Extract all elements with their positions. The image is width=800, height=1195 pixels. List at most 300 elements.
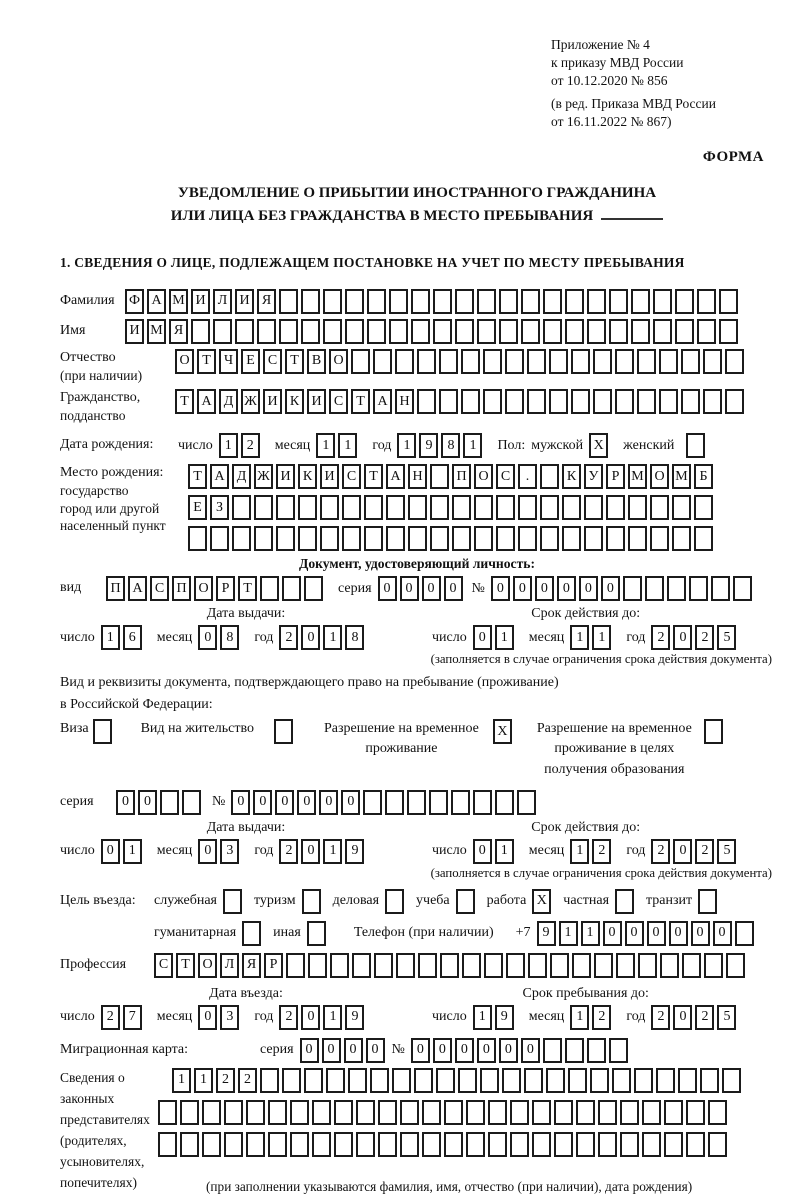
char-box-filled[interactable]: 0 bbox=[378, 576, 397, 601]
char-box-filled[interactable]: 2 bbox=[651, 1005, 670, 1030]
char-box-filled[interactable]: 9 bbox=[495, 1005, 514, 1030]
char-box-empty[interactable] bbox=[392, 1068, 411, 1093]
char-box-empty[interactable] bbox=[301, 319, 320, 344]
char-box-filled[interactable]: 0 bbox=[116, 790, 135, 815]
char-box-filled[interactable]: 2 bbox=[238, 1068, 257, 1093]
char-box-filled[interactable]: Т bbox=[351, 389, 370, 414]
char-box-empty[interactable] bbox=[430, 464, 449, 489]
char-box-filled[interactable]: И bbox=[276, 464, 295, 489]
char-box-empty[interactable] bbox=[653, 289, 672, 314]
char-box-empty[interactable] bbox=[527, 389, 546, 414]
char-box-empty[interactable] bbox=[356, 1132, 375, 1157]
char-box-filled[interactable]: О bbox=[650, 464, 669, 489]
char-box-empty[interactable] bbox=[572, 953, 591, 978]
char-box-filled[interactable]: И bbox=[125, 319, 144, 344]
char-box-empty[interactable] bbox=[681, 349, 700, 374]
char-box-empty[interactable] bbox=[473, 790, 492, 815]
char-box-empty[interactable] bbox=[735, 921, 754, 946]
char-box-empty[interactable] bbox=[615, 349, 634, 374]
char-box-empty[interactable] bbox=[488, 1132, 507, 1157]
char-box-filled[interactable]: 2 bbox=[592, 839, 611, 864]
char-box-filled[interactable]: И bbox=[235, 289, 254, 314]
checkbox-checked[interactable]: X bbox=[532, 889, 551, 914]
char-box-filled[interactable]: 2 bbox=[279, 625, 298, 650]
char-box-filled[interactable]: Т bbox=[176, 953, 195, 978]
char-box-empty[interactable] bbox=[455, 319, 474, 344]
char-box-empty[interactable] bbox=[182, 790, 201, 815]
char-box-filled[interactable]: Р bbox=[606, 464, 625, 489]
char-box-empty[interactable] bbox=[562, 495, 581, 520]
char-box-empty[interactable] bbox=[664, 1100, 683, 1125]
char-box-empty[interactable] bbox=[180, 1132, 199, 1157]
char-box-empty[interactable] bbox=[637, 389, 656, 414]
char-box-empty[interactable] bbox=[235, 319, 254, 344]
char-box-empty[interactable] bbox=[418, 953, 437, 978]
char-box-filled[interactable]: 1 bbox=[592, 625, 611, 650]
char-box-filled[interactable]: 1 bbox=[581, 921, 600, 946]
char-box-filled[interactable]: Т bbox=[285, 349, 304, 374]
char-box-empty[interactable] bbox=[213, 319, 232, 344]
char-box-empty[interactable] bbox=[650, 526, 669, 551]
char-box-empty[interactable] bbox=[345, 319, 364, 344]
char-box-empty[interactable] bbox=[694, 495, 713, 520]
char-box-empty[interactable] bbox=[543, 1038, 562, 1063]
char-box-empty[interactable] bbox=[232, 495, 251, 520]
char-box-filled[interactable]: К bbox=[562, 464, 581, 489]
char-box-filled[interactable]: С bbox=[263, 349, 282, 374]
char-box-filled[interactable]: Т bbox=[188, 464, 207, 489]
char-box-filled[interactable]: 8 bbox=[220, 625, 239, 650]
char-box-filled[interactable]: 0 bbox=[473, 625, 492, 650]
char-box-filled[interactable]: 1 bbox=[219, 433, 238, 458]
char-box-empty[interactable] bbox=[395, 349, 414, 374]
char-box-empty[interactable] bbox=[609, 319, 628, 344]
char-box-filled[interactable]: 2 bbox=[651, 625, 670, 650]
char-box-empty[interactable] bbox=[672, 526, 691, 551]
char-box-filled[interactable]: П bbox=[452, 464, 471, 489]
char-box-filled[interactable]: 0 bbox=[366, 1038, 385, 1063]
char-box-empty[interactable] bbox=[232, 526, 251, 551]
char-box-filled[interactable]: 0 bbox=[579, 576, 598, 601]
char-box-empty[interactable] bbox=[417, 389, 436, 414]
char-box-empty[interactable] bbox=[422, 1132, 441, 1157]
char-box-empty[interactable] bbox=[645, 576, 664, 601]
char-box-empty[interactable] bbox=[279, 289, 298, 314]
char-box-filled[interactable]: 0 bbox=[673, 625, 692, 650]
char-box-empty[interactable] bbox=[477, 319, 496, 344]
char-box-empty[interactable] bbox=[474, 526, 493, 551]
char-box-filled[interactable]: 2 bbox=[279, 839, 298, 864]
char-box-empty[interactable] bbox=[725, 389, 744, 414]
char-box-filled[interactable]: Т bbox=[175, 389, 194, 414]
char-box-filled[interactable]: 0 bbox=[400, 576, 419, 601]
char-box-empty[interactable] bbox=[352, 953, 371, 978]
char-box-empty[interactable] bbox=[623, 576, 642, 601]
char-box-filled[interactable]: В bbox=[307, 349, 326, 374]
char-box-filled[interactable]: Б bbox=[694, 464, 713, 489]
char-box-empty[interactable] bbox=[587, 289, 606, 314]
char-box-empty[interactable] bbox=[540, 495, 559, 520]
char-box-empty[interactable] bbox=[439, 389, 458, 414]
char-box-filled[interactable]: Ж bbox=[241, 389, 260, 414]
char-box-empty[interactable] bbox=[276, 526, 295, 551]
char-box-empty[interactable] bbox=[268, 1132, 287, 1157]
char-box-filled[interactable]: 9 bbox=[345, 1005, 364, 1030]
char-box-empty[interactable] bbox=[488, 1100, 507, 1125]
char-box-filled[interactable]: 1 bbox=[570, 1005, 589, 1030]
char-box-empty[interactable] bbox=[462, 953, 481, 978]
char-box-filled[interactable]: 0 bbox=[444, 576, 463, 601]
char-box-empty[interactable] bbox=[726, 953, 745, 978]
char-box-empty[interactable] bbox=[505, 389, 524, 414]
char-box-filled[interactable]: З bbox=[210, 495, 229, 520]
char-box-filled[interactable]: 0 bbox=[691, 921, 710, 946]
checkbox-unchecked[interactable] bbox=[93, 719, 112, 744]
char-box-empty[interactable] bbox=[158, 1132, 177, 1157]
char-box-empty[interactable] bbox=[528, 953, 547, 978]
char-box-empty[interactable] bbox=[268, 1100, 287, 1125]
char-box-empty[interactable] bbox=[408, 526, 427, 551]
char-box-empty[interactable] bbox=[455, 289, 474, 314]
char-box-empty[interactable] bbox=[682, 953, 701, 978]
char-box-filled[interactable]: С bbox=[329, 389, 348, 414]
char-box-empty[interactable] bbox=[276, 495, 295, 520]
char-box-filled[interactable]: 0 bbox=[557, 576, 576, 601]
char-box-filled[interactable]: 1 bbox=[316, 433, 335, 458]
char-box-empty[interactable] bbox=[334, 1132, 353, 1157]
char-box-empty[interactable] bbox=[430, 526, 449, 551]
char-box-empty[interactable] bbox=[389, 319, 408, 344]
char-box-filled[interactable]: Р bbox=[264, 953, 283, 978]
char-box-filled[interactable]: 1 bbox=[338, 433, 357, 458]
char-box-filled[interactable]: 0 bbox=[341, 790, 360, 815]
char-box-empty[interactable] bbox=[590, 1068, 609, 1093]
char-box-empty[interactable] bbox=[430, 495, 449, 520]
char-box-empty[interactable] bbox=[708, 1132, 727, 1157]
char-box-empty[interactable] bbox=[224, 1100, 243, 1125]
char-box-empty[interactable] bbox=[496, 495, 515, 520]
char-box-filled[interactable]: 6 bbox=[123, 625, 142, 650]
char-box-filled[interactable]: О bbox=[194, 576, 213, 601]
char-box-filled[interactable]: 2 bbox=[695, 839, 714, 864]
char-box-filled[interactable]: 1 bbox=[473, 1005, 492, 1030]
char-box-empty[interactable] bbox=[466, 1132, 485, 1157]
char-box-filled[interactable]: 5 bbox=[717, 839, 736, 864]
char-box-empty[interactable] bbox=[664, 1132, 683, 1157]
checkbox-unchecked[interactable] bbox=[698, 889, 717, 914]
char-box-filled[interactable]: 2 bbox=[695, 625, 714, 650]
char-box-empty[interactable] bbox=[521, 319, 540, 344]
char-box-filled[interactable]: 9 bbox=[537, 921, 556, 946]
char-box-empty[interactable] bbox=[708, 1100, 727, 1125]
char-box-filled[interactable]: М bbox=[147, 319, 166, 344]
checkbox-unchecked[interactable] bbox=[274, 719, 293, 744]
checkbox-unchecked[interactable] bbox=[456, 889, 475, 914]
char-box-filled[interactable]: 0 bbox=[301, 625, 320, 650]
char-box-filled[interactable]: 0 bbox=[344, 1038, 363, 1063]
char-box-filled[interactable]: 2 bbox=[592, 1005, 611, 1030]
char-box-empty[interactable] bbox=[374, 953, 393, 978]
char-box-empty[interactable] bbox=[697, 319, 716, 344]
char-box-filled[interactable]: 0 bbox=[101, 839, 120, 864]
char-box-empty[interactable] bbox=[407, 790, 426, 815]
char-box-empty[interactable] bbox=[609, 289, 628, 314]
char-box-empty[interactable] bbox=[524, 1068, 543, 1093]
char-box-filled[interactable]: Ф bbox=[125, 289, 144, 314]
char-box-empty[interactable] bbox=[342, 495, 361, 520]
char-box-filled[interactable]: А bbox=[128, 576, 147, 601]
char-box-filled[interactable]: К bbox=[298, 464, 317, 489]
char-box-empty[interactable] bbox=[697, 289, 716, 314]
char-box-empty[interactable] bbox=[587, 1038, 606, 1063]
char-box-filled[interactable]: 1 bbox=[495, 625, 514, 650]
char-box-filled[interactable]: 0 bbox=[603, 921, 622, 946]
char-box-filled[interactable]: 1 bbox=[495, 839, 514, 864]
char-box-empty[interactable] bbox=[433, 319, 452, 344]
char-box-empty[interactable] bbox=[260, 576, 279, 601]
char-box-filled[interactable]: С bbox=[154, 953, 173, 978]
checkbox-unchecked[interactable] bbox=[223, 889, 242, 914]
char-box-filled[interactable]: Л bbox=[213, 289, 232, 314]
char-box-empty[interactable] bbox=[298, 495, 317, 520]
char-box-empty[interactable] bbox=[477, 289, 496, 314]
char-box-filled[interactable]: 0 bbox=[647, 921, 666, 946]
char-box-filled[interactable]: 1 bbox=[101, 625, 120, 650]
char-box-empty[interactable] bbox=[681, 389, 700, 414]
char-box-filled[interactable]: И bbox=[320, 464, 339, 489]
char-box-empty[interactable] bbox=[367, 319, 386, 344]
char-box-empty[interactable] bbox=[461, 389, 480, 414]
char-box-empty[interactable] bbox=[518, 495, 537, 520]
char-box-filled[interactable]: 1 bbox=[194, 1068, 213, 1093]
char-box-empty[interactable] bbox=[543, 319, 562, 344]
char-box-filled[interactable]: О bbox=[329, 349, 348, 374]
char-box-empty[interactable] bbox=[496, 526, 515, 551]
char-box-empty[interactable] bbox=[686, 1132, 705, 1157]
char-box-filled[interactable]: Д bbox=[219, 389, 238, 414]
char-box-empty[interactable] bbox=[694, 526, 713, 551]
char-box-empty[interactable] bbox=[593, 349, 612, 374]
char-box-empty[interactable] bbox=[385, 790, 404, 815]
char-box-filled[interactable]: 9 bbox=[345, 839, 364, 864]
char-box-empty[interactable] bbox=[594, 953, 613, 978]
char-box-empty[interactable] bbox=[628, 495, 647, 520]
char-box-filled[interactable]: 0 bbox=[322, 1038, 341, 1063]
char-box-empty[interactable] bbox=[598, 1100, 617, 1125]
char-box-empty[interactable] bbox=[711, 576, 730, 601]
checkbox-checked[interactable]: X bbox=[493, 719, 512, 744]
char-box-empty[interactable] bbox=[653, 319, 672, 344]
char-box-empty[interactable] bbox=[367, 289, 386, 314]
char-box-empty[interactable] bbox=[363, 790, 382, 815]
char-box-empty[interactable] bbox=[540, 464, 559, 489]
char-box-empty[interactable] bbox=[527, 349, 546, 374]
char-box-filled[interactable]: М bbox=[169, 289, 188, 314]
char-box-empty[interactable] bbox=[584, 495, 603, 520]
char-box-filled[interactable]: 0 bbox=[411, 1038, 430, 1063]
char-box-empty[interactable] bbox=[704, 953, 723, 978]
char-box-empty[interactable] bbox=[304, 576, 323, 601]
char-box-empty[interactable] bbox=[678, 1068, 697, 1093]
char-box-filled[interactable]: Т bbox=[364, 464, 383, 489]
char-box-filled[interactable]: 0 bbox=[601, 576, 620, 601]
char-box-empty[interactable] bbox=[444, 1100, 463, 1125]
char-box-filled[interactable]: 2 bbox=[695, 1005, 714, 1030]
char-box-empty[interactable] bbox=[609, 1038, 628, 1063]
char-box-empty[interactable] bbox=[414, 1068, 433, 1093]
char-box-filled[interactable]: 0 bbox=[521, 1038, 540, 1063]
char-box-filled[interactable]: Д bbox=[232, 464, 251, 489]
char-box-empty[interactable] bbox=[160, 790, 179, 815]
char-box-empty[interactable] bbox=[373, 349, 392, 374]
char-box-empty[interactable] bbox=[650, 495, 669, 520]
char-box-empty[interactable] bbox=[351, 349, 370, 374]
char-box-empty[interactable] bbox=[202, 1100, 221, 1125]
char-box-empty[interactable] bbox=[722, 1068, 741, 1093]
char-box-filled[interactable]: Н bbox=[408, 464, 427, 489]
char-box-empty[interactable] bbox=[660, 953, 679, 978]
char-box-filled[interactable]: 0 bbox=[491, 576, 510, 601]
char-box-empty[interactable] bbox=[502, 1068, 521, 1093]
char-box-filled[interactable]: И bbox=[263, 389, 282, 414]
char-box-empty[interactable] bbox=[389, 289, 408, 314]
char-box-empty[interactable] bbox=[290, 1132, 309, 1157]
char-box-empty[interactable] bbox=[304, 1068, 323, 1093]
char-box-empty[interactable] bbox=[483, 389, 502, 414]
char-box-empty[interactable] bbox=[484, 953, 503, 978]
char-box-filled[interactable]: 0 bbox=[301, 1005, 320, 1030]
char-box-filled[interactable]: О bbox=[175, 349, 194, 374]
char-box-empty[interactable] bbox=[565, 1038, 584, 1063]
char-box-empty[interactable] bbox=[703, 349, 722, 374]
char-box-filled[interactable]: 1 bbox=[570, 839, 589, 864]
char-box-empty[interactable] bbox=[298, 526, 317, 551]
char-box-filled[interactable]: М bbox=[672, 464, 691, 489]
char-box-empty[interactable] bbox=[224, 1132, 243, 1157]
char-box-filled[interactable]: А bbox=[147, 289, 166, 314]
checkbox-unchecked[interactable] bbox=[307, 921, 326, 946]
char-box-empty[interactable] bbox=[356, 1100, 375, 1125]
char-box-empty[interactable] bbox=[282, 576, 301, 601]
char-box-empty[interactable] bbox=[634, 1068, 653, 1093]
char-box-empty[interactable] bbox=[417, 349, 436, 374]
char-box-filled[interactable]: И bbox=[191, 289, 210, 314]
char-box-filled[interactable]: 1 bbox=[463, 433, 482, 458]
char-box-empty[interactable] bbox=[290, 1100, 309, 1125]
char-box-empty[interactable] bbox=[656, 1068, 675, 1093]
char-box-empty[interactable] bbox=[719, 319, 738, 344]
char-box-filled[interactable]: 0 bbox=[422, 576, 441, 601]
char-box-empty[interactable] bbox=[246, 1132, 265, 1157]
char-box-empty[interactable] bbox=[576, 1100, 595, 1125]
char-box-filled[interactable]: П bbox=[172, 576, 191, 601]
char-box-empty[interactable] bbox=[733, 576, 752, 601]
char-box-empty[interactable] bbox=[286, 953, 305, 978]
char-box-filled[interactable]: Т bbox=[238, 576, 257, 601]
char-box-empty[interactable] bbox=[675, 289, 694, 314]
char-box-empty[interactable] bbox=[312, 1132, 331, 1157]
char-box-filled[interactable]: 1 bbox=[559, 921, 578, 946]
char-box-empty[interactable] bbox=[320, 526, 339, 551]
char-box-empty[interactable] bbox=[672, 495, 691, 520]
char-box-filled[interactable]: Е bbox=[188, 495, 207, 520]
char-box-empty[interactable] bbox=[703, 389, 722, 414]
char-box-empty[interactable] bbox=[659, 389, 678, 414]
char-box-empty[interactable] bbox=[667, 576, 686, 601]
char-box-empty[interactable] bbox=[606, 495, 625, 520]
char-box-empty[interactable] bbox=[180, 1100, 199, 1125]
char-box-empty[interactable] bbox=[345, 289, 364, 314]
char-box-empty[interactable] bbox=[628, 526, 647, 551]
char-box-empty[interactable] bbox=[320, 495, 339, 520]
char-box-empty[interactable] bbox=[686, 1100, 705, 1125]
char-box-empty[interactable] bbox=[386, 526, 405, 551]
char-box-empty[interactable] bbox=[565, 319, 584, 344]
char-box-empty[interactable] bbox=[642, 1100, 661, 1125]
char-box-empty[interactable] bbox=[370, 1068, 389, 1093]
char-box-empty[interactable] bbox=[386, 495, 405, 520]
char-box-filled[interactable]: 1 bbox=[123, 839, 142, 864]
char-box-filled[interactable]: 0 bbox=[673, 839, 692, 864]
char-box-empty[interactable] bbox=[620, 1132, 639, 1157]
char-box-empty[interactable] bbox=[584, 526, 603, 551]
char-box-filled[interactable]: . bbox=[518, 464, 537, 489]
char-box-empty[interactable] bbox=[571, 389, 590, 414]
char-box-empty[interactable] bbox=[495, 790, 514, 815]
char-box-filled[interactable]: У bbox=[584, 464, 603, 489]
char-box-filled[interactable]: 0 bbox=[713, 921, 732, 946]
char-box-filled[interactable]: 2 bbox=[241, 433, 260, 458]
char-box-empty[interactable] bbox=[433, 289, 452, 314]
char-box-empty[interactable] bbox=[606, 526, 625, 551]
char-box-empty[interactable] bbox=[396, 953, 415, 978]
char-box-empty[interactable] bbox=[554, 1132, 573, 1157]
char-box-empty[interactable] bbox=[408, 495, 427, 520]
char-box-empty[interactable] bbox=[549, 389, 568, 414]
char-box-empty[interactable] bbox=[378, 1132, 397, 1157]
char-box-filled[interactable]: 1 bbox=[323, 1005, 342, 1030]
char-box-empty[interactable] bbox=[700, 1068, 719, 1093]
char-box-empty[interactable] bbox=[312, 1100, 331, 1125]
char-box-filled[interactable]: 1 bbox=[172, 1068, 191, 1093]
char-box-empty[interactable] bbox=[466, 1100, 485, 1125]
char-box-filled[interactable]: Ж bbox=[254, 464, 273, 489]
char-box-empty[interactable] bbox=[323, 289, 342, 314]
char-box-empty[interactable] bbox=[637, 349, 656, 374]
char-box-empty[interactable] bbox=[521, 289, 540, 314]
char-box-filled[interactable]: 0 bbox=[513, 576, 532, 601]
char-box-empty[interactable] bbox=[364, 526, 383, 551]
char-box-filled[interactable]: М bbox=[628, 464, 647, 489]
char-box-filled[interactable]: О bbox=[198, 953, 217, 978]
char-box-filled[interactable]: 9 bbox=[419, 433, 438, 458]
char-box-filled[interactable]: 0 bbox=[625, 921, 644, 946]
char-box-filled[interactable]: И bbox=[307, 389, 326, 414]
char-box-empty[interactable] bbox=[422, 1100, 441, 1125]
char-box-empty[interactable] bbox=[436, 1068, 455, 1093]
char-box-filled[interactable]: 0 bbox=[138, 790, 157, 815]
char-box-filled[interactable]: Я bbox=[242, 953, 261, 978]
char-box-empty[interactable] bbox=[257, 319, 276, 344]
char-box-filled[interactable]: 0 bbox=[473, 839, 492, 864]
char-box-empty[interactable] bbox=[642, 1132, 661, 1157]
char-box-filled[interactable]: Н bbox=[395, 389, 414, 414]
char-box-filled[interactable]: 2 bbox=[101, 1005, 120, 1030]
char-box-filled[interactable]: Е bbox=[241, 349, 260, 374]
char-box-filled[interactable]: 0 bbox=[535, 576, 554, 601]
char-box-empty[interactable] bbox=[616, 953, 635, 978]
char-box-filled[interactable]: 8 bbox=[441, 433, 460, 458]
